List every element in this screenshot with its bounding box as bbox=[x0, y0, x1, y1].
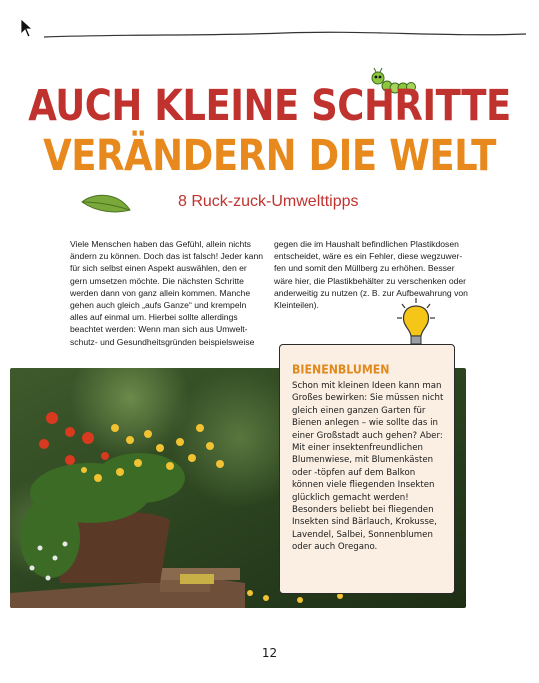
page-number: 12 bbox=[261, 646, 278, 660]
body-column-1 bbox=[70, 238, 266, 348]
body-text-2: gegen die im Haushalt befindlichen Plastikdosen entscheidet, wäre es ein Fehler, diese wegzuwerfen und somit den Müllberg zu erhöhen. Besser wäre hier, die Plastikbehälter zu verschenken oder anderweitig zu nutzen (z. B. zur Aufbewahrung von Kleinteilen). bbox=[274, 239, 468, 311]
leaf-icon bbox=[80, 190, 132, 218]
body-text-1: Viele Menschen haben das Gefühl, allein nichts ändern zu können. Doch das ist falsch! Jeder kann für sich selbst einen Aspekt auswählen, den er gern umsetzen möchte. Die nächsten Schritte werden dann von ganz allein kommen. Manche gehen auch gleich „aufs Ganze“ und krempeln alles auf einmal um. Hierbei sollte allerdings beachtet werden: Wenn man sich aus Umweltschutz- und Gesundheitsgründen beispielsweise bbox=[70, 239, 263, 347]
body-column-2 bbox=[274, 238, 470, 311]
page-title-line-2: VERÄNDERN DIE WELT bbox=[43, 130, 496, 181]
info-box-bienenblumen bbox=[279, 344, 455, 594]
page-title-line-1: AUCH KLEINE SCHRITTE bbox=[28, 80, 511, 131]
top-divider bbox=[44, 28, 526, 42]
cursor-icon bbox=[20, 18, 34, 38]
info-box-title: BIENENBLUMEN bbox=[292, 362, 390, 377]
info-box-text: Schon mit kleinen Ideen kann man Großes bewirken: Sie müssen nicht gleich einen ganzen Garten für Bienen anlegen – wie sollte das in einer Großstadt auch gehen? Aber: Mit einer insektenfreundlichen Blumenwiese, mit Blumenkästen oder -töpfen auf dem Balkon können viele fliegenden Insekten glücklich gemacht werden! Besonders beliebt bei fliegenden Insekten sind Bärlauch, Krokusse, Lavendel, Salbei, Sonnenblumen oder auch Oregano. bbox=[292, 381, 444, 553]
page-subtitle: 8 Ruck-zuck-Umwelttipps bbox=[178, 193, 359, 210]
